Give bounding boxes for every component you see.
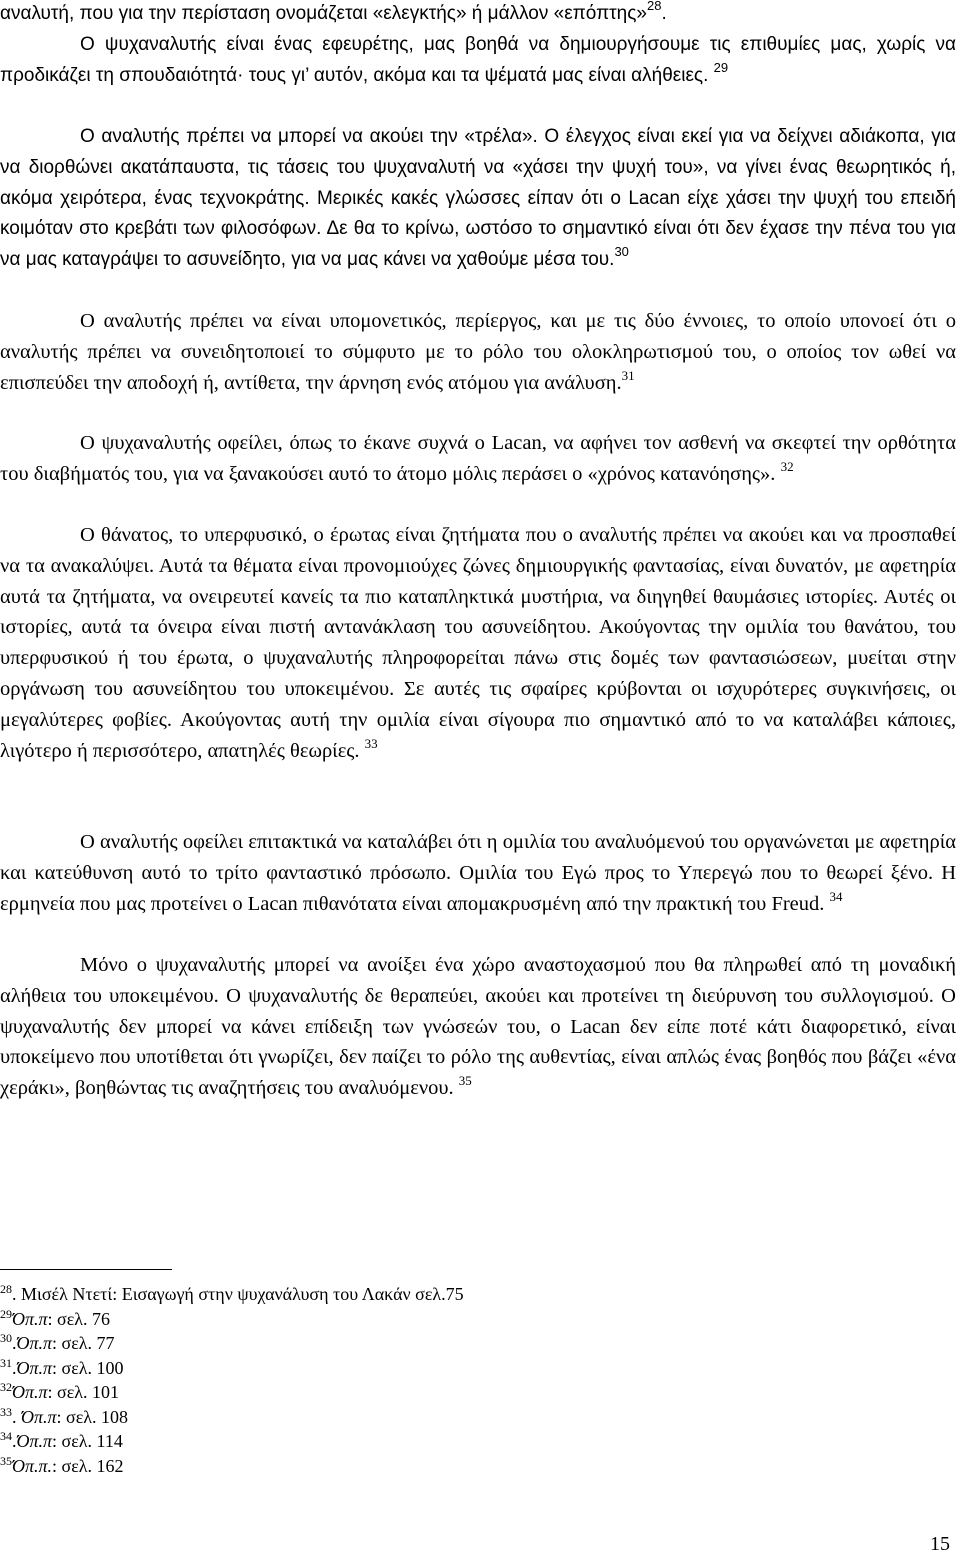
paragraph-text: Ο αναλυτής οφείλει επιτακτικά να καταλάβει ότι η ομιλία του αναλυόμενού του οργανώνεται με αφετηρία και κατεύθυνση αυτό το τρίτο φανταστικό πρόσωπο. Ομιλία του Εγώ προς το Υπερεγώ που το θεωρεί ξένο. Η ερμηνεία που μας προτείνει ο Lacan πιθανότατα είναι απομακρυσμένη από την πρακτική του Freud. bbox=[0, 831, 956, 915]
paragraph-patience bbox=[0, 306, 956, 398]
paragraph-inventor bbox=[0, 30, 956, 92]
paragraph-text: Ο αναλυτής πρέπει να είναι υπομονετικός, περίεργος, και με τις δύο έννοιες, το οποίο υπονοεί ότι ο αναλυτής πρέπει να συνειδητοποιεί το σύμφυτο με το ρόλο του ολοκληρωτισμού του, ο οποίος τον ωθεί να επισπεύδει την αποδοχή ή, αντίθετα, την άρνηση ενός ατόμου για ανάλυση. bbox=[0, 310, 956, 394]
footnote-separator: . bbox=[12, 1431, 17, 1451]
paragraph-tail: . bbox=[661, 3, 667, 24]
footnote-item bbox=[0, 1380, 700, 1405]
footnote-text: : σελ. 101 bbox=[47, 1382, 120, 1402]
footnote-ref: 29 bbox=[713, 59, 729, 75]
paragraph-text: Ο αναλυτής πρέπει να μπορεί να ακούει την «τρέλα». Ο έλεγχος είναι εκεί για να δείχνει αδιάκοπα, για να διορθώνει ακατάπαυστα, τις τάσεις του ψυχαναλυτή να «χάσει την ψυχή του», να γίνει ένας θεωρητικός ή, ακόμα χειρότερα, ένας τεχνοκράτης. Μερικές κακές γλώσσες είπαν ότι ο Lacan είχε χάσει την ψυχή του επειδή κοιμόταν στο κρεβάτι των φιλοσόφων. Δε θα το κρίνω, ωστόσο το σημαντικό είναι ότι δεν έχασε την πένα του για να μας καταγράψει το ασυνείδητο, για να μας κάνει να χαθούμε μέσα του. bbox=[0, 126, 956, 271]
paragraph-text: Ο ψυχαναλυτής οφείλει, όπως το έκανε συχνά ο Lacan, να αφήνει τον ασθενή να σκεφτεί την ορθότητα του διαβήματός του, για να ξανακούσει αυτό το άτομο μόλις περάσει ο «χρόνος κατανόησης». bbox=[0, 432, 956, 485]
footnote-text: : σελ. 76 bbox=[47, 1308, 111, 1329]
footnote-ref: 32 bbox=[780, 458, 794, 474]
footnote-ref: 33 bbox=[364, 735, 378, 751]
footnote-ref: 35 bbox=[458, 1073, 472, 1089]
footnote-text: : σελ. 77 bbox=[52, 1333, 115, 1353]
page-number: 15 bbox=[930, 1533, 950, 1555]
footnote-number: 32 bbox=[0, 1380, 12, 1394]
footnote-item bbox=[0, 1282, 700, 1307]
footnote-item bbox=[0, 1454, 700, 1479]
footnote-ref: 28 bbox=[646, 0, 662, 13]
footnote-item bbox=[0, 1405, 700, 1430]
footnote-divider bbox=[0, 1269, 172, 1270]
paragraph-madness bbox=[0, 122, 956, 276]
paragraph-text: Ο ψυχαναλυτής είναι ένας εφευρέτης, μας βοηθά να δημιουργήσουμε τις επιθυμίες μας, χωρίς να προδικάζει τη σπουδαιότητά· τους γι’ αυτόν, ακόμα και τα ψέματά μας είναι αλήθειες. bbox=[0, 34, 956, 86]
footnote-item bbox=[0, 1307, 700, 1332]
footnote-ref-abbrev: Όπ.π bbox=[12, 1308, 48, 1329]
footnote-text: Μισέλ Ντετί: Εισαγωγή στην ψυχανάλυση του Λακάν σελ.75 bbox=[16, 1284, 464, 1304]
footnote-separator: . bbox=[12, 1333, 17, 1353]
footnote-item bbox=[0, 1429, 700, 1454]
footnote-ref: 30 bbox=[614, 244, 629, 260]
footnote-item bbox=[0, 1356, 700, 1381]
footnote-text: : σελ. 100 bbox=[52, 1357, 124, 1378]
footnote-ref-abbrev: Όπ.π. bbox=[12, 1455, 53, 1476]
footnote-ref-abbrev: Όπ.π bbox=[16, 1333, 53, 1353]
paragraph-third-person bbox=[0, 827, 956, 919]
footnote-separator: . bbox=[12, 1406, 21, 1427]
paragraph-time bbox=[0, 428, 956, 490]
footnote-ref-abbrev: Όπ.π bbox=[21, 1406, 57, 1427]
footnote-number: 30 bbox=[0, 1331, 12, 1345]
paragraph-text: αναλυτή, που για την περίσταση ονομάζεται «ελεγκτής» ή μάλλον «επόπτης» bbox=[0, 3, 647, 24]
footnote-text: : σελ. 162 bbox=[52, 1455, 124, 1476]
footnote-item bbox=[0, 1331, 700, 1356]
footnote-number: 35 bbox=[0, 1453, 12, 1468]
paragraph-death bbox=[0, 520, 956, 766]
footnote-separator: . bbox=[12, 1284, 17, 1304]
footnote-ref: 31 bbox=[621, 367, 635, 383]
paragraph-reflection bbox=[0, 950, 956, 1104]
footnote-ref: 34 bbox=[829, 888, 843, 904]
footnote-number: 33 bbox=[0, 1404, 12, 1419]
paragraph-text: Μόνο ο ψυχαναλυτής μπορεί να ανοίξει ένα χώρο αναστοχασμού που θα πληρωθεί από τη μοναδική αλήθεια του υποκειμένου. Ο ψυχαναλυτής δε θεραπεύει, ακούει και προτείνει τη διεύρυνση του συλλογισμού. Ο ψυχαναλυτής δεν μπορεί να κάνει επίδειξη των γνώσεών του, ο Lacan δεν είπε ποτέ κάτι διαφορετικό, είναι υποκείμενο που υποτίθεται ότι γνωρίζει, δεν παίζει το ρόλο της αυθεντίας, είναι απλώς ένας βοηθός που βάζει «ένα χεράκι», βοηθώντας τις αναζητήσεις του αναλυόμενου. bbox=[0, 954, 956, 1100]
footnote-list bbox=[0, 1282, 700, 1478]
footnote-text: : σελ. 108 bbox=[56, 1406, 129, 1427]
footnote-ref-abbrev: Όπ.π bbox=[16, 1431, 53, 1451]
footnote-ref-abbrev: Όπ.π bbox=[12, 1382, 48, 1402]
footnote-separator: . bbox=[12, 1357, 17, 1378]
footnote-number: 31 bbox=[0, 1355, 12, 1370]
footnote-number: 29 bbox=[0, 1306, 12, 1321]
paragraph-continuation bbox=[0, 0, 956, 30]
footnote-ref-abbrev: Όπ.π bbox=[16, 1357, 53, 1378]
footnote-text: : σελ. 114 bbox=[52, 1431, 123, 1451]
footnote-number: 28 bbox=[0, 1282, 12, 1296]
paragraph-text: Ο θάνατος, το υπερφυσικό, ο έρωτας είναι ζητήματα που ο αναλυτής πρέπει να ακούει και να προσπαθεί να τα ανακαλύψει. Αυτά τα θέματα είναι προνομιούχες ζώνες δημιουργικής φαντασίας, είναι δυνατόν, με αφετηρία αυτά τα ζητήματα, να ονειρευτεί κανείς τα πιο καταπληκτικά μυστήρια, να διηγηθεί θαυμάσιες ιστορίες. Αυτές οι ιστορίες, αυτά τα όνειρα είναι πιστή αντανάκλαση του ασυνείδητου. Ακούγοντας την ομιλία του θανάτου, του υπερφυσικού ή του έρωτα, ο ψυχαναλυτής πληροφορείται πάνω στις δομές των φαντασιώσεων, μυείται στην οργάνωση του ασυνείδητου του υποκειμένου. Σε αυτές τις σφαίρες κρύβονται οι ισχυρότερες συγκινήσεις, οι μεγαλύτερες φοβίες. Ακούγοντας αυτή την ομιλία είναι σίγουρα πιο σημαντικό από το να καταλάβει κάποιες, λιγότερο ή περισσότερο, απατηλές θεωρίες. bbox=[0, 524, 956, 762]
footnote-number: 34 bbox=[0, 1429, 12, 1443]
